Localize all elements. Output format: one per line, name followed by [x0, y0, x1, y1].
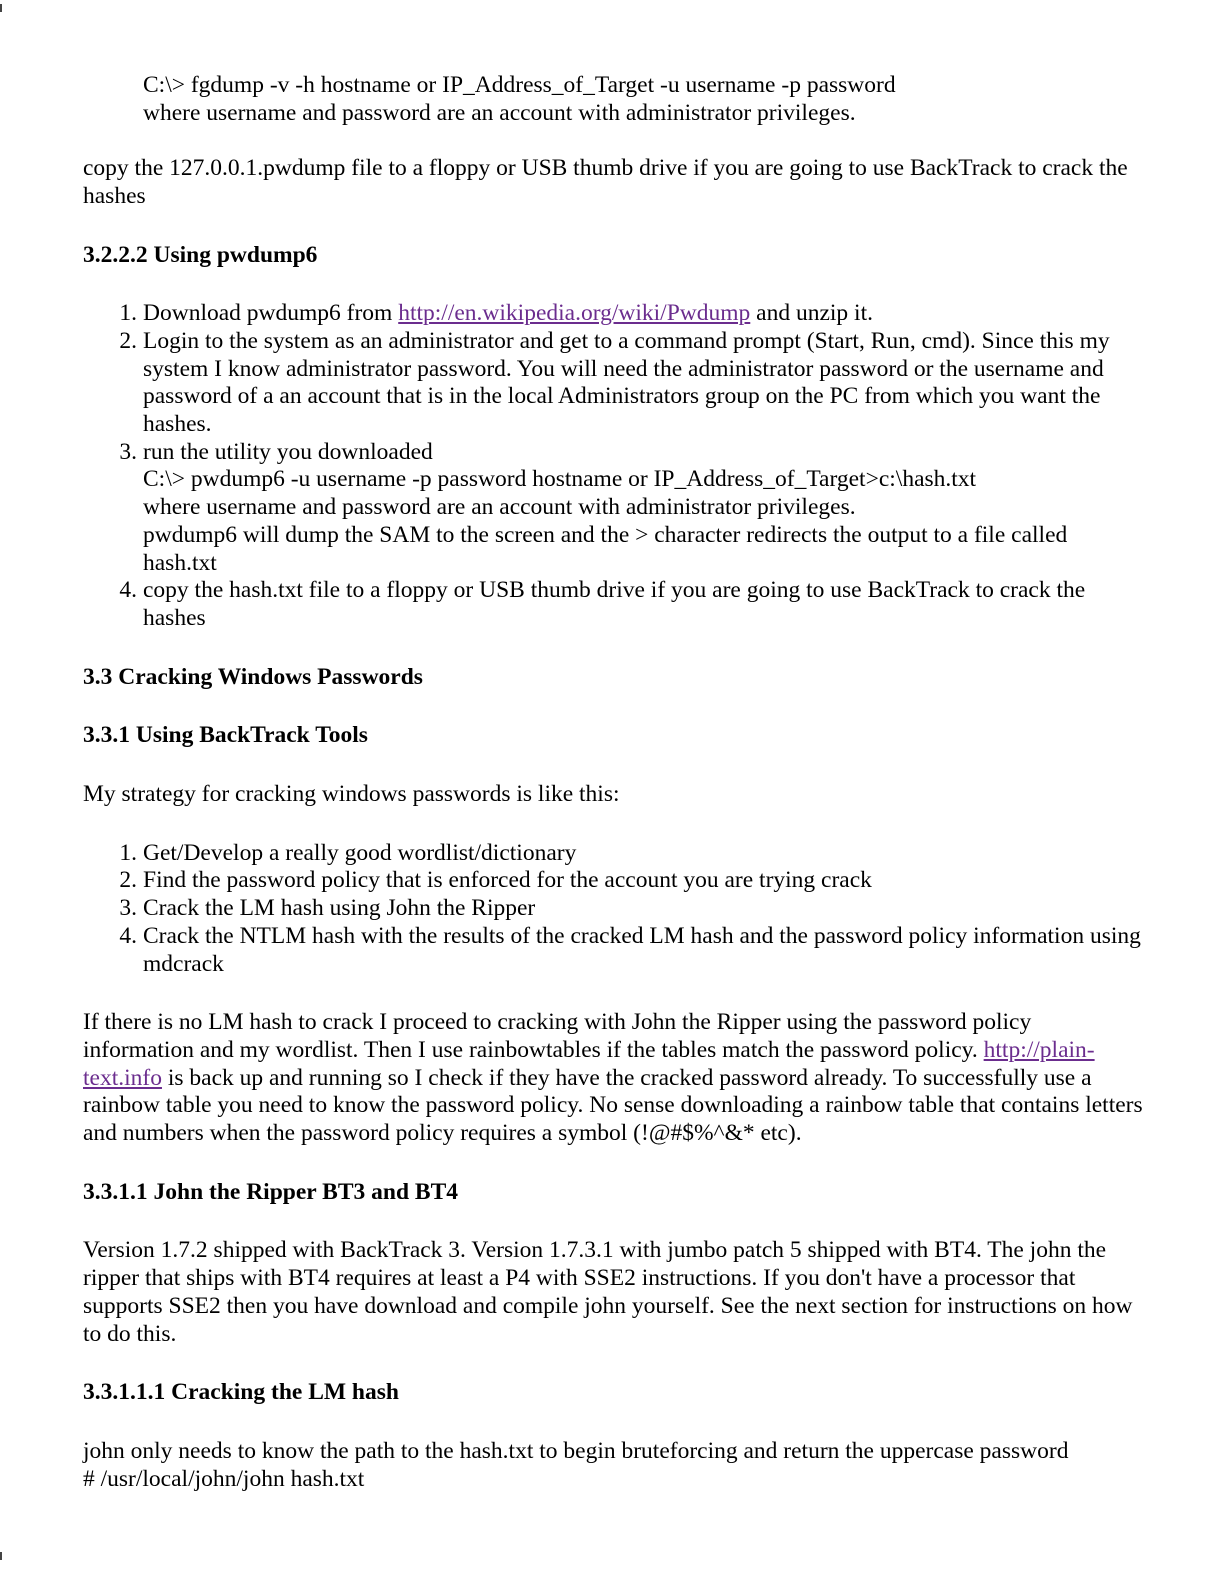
list-item	[83, 300, 1143, 328]
list-item	[83, 867, 1143, 895]
strategy-intro: My strategy for cracking windows passwords is like this:	[83, 781, 620, 808]
document-page	[83, 72, 1143, 1493]
list-text: Get/Develop a really good wordlist/dictionary	[143, 839, 577, 866]
list-item	[83, 577, 1143, 632]
list-number: 2.	[119, 327, 137, 354]
john-command: # /usr/local/john/john hash.txt	[83, 1465, 365, 1492]
list-text: Find the password policy that is enforced for the account you are trying crack	[143, 867, 872, 894]
list-text: and unzip it.	[750, 300, 873, 327]
no-lm-hash-paragraph	[83, 1009, 1143, 1148]
list-item	[83, 895, 1143, 923]
heading-john-the-ripper: 3.3.1.1 John the Ripper BT3 and BT4	[83, 1178, 459, 1205]
list-number: 3.	[119, 438, 137, 465]
heading-using-pwdump6: 3.2.2.2 Using pwdump6	[83, 241, 318, 268]
list-text: Download pwdump6 from	[143, 300, 399, 327]
list-item	[83, 923, 1143, 978]
scan-edge-mark-top	[0, 4, 2, 12]
heading-cracking-windows-passwords: 3.3 Cracking Windows Passwords	[83, 663, 423, 690]
fgdump-note: where username and password are an account with administrator privileges.	[143, 99, 856, 126]
list-number: 2.	[119, 867, 137, 894]
lm-hash-paragraph: john only needs to know the path to the hash.txt to begin bruteforcing and return the uppercase password	[83, 1438, 1069, 1464]
list-text: Login to the system as an administrator and get to a command prompt (Start, Run, cmd). Since this my system I know administrator password. You will need the administrator password or the username and password of a an account that is in the local Administrators group on the PC from which you want the hashes.	[143, 327, 1110, 438]
list-number: 3.	[119, 895, 137, 922]
copy-pwdump-paragraph: copy the 127.0.0.1.pwdump file to a floppy or USB thumb drive if you are going to use BackTrack to crack the hashes	[83, 155, 1128, 209]
plain-text-info-link[interactable]: http://plain-text.info	[83, 1036, 1095, 1091]
list-number: 4.	[119, 577, 137, 604]
paragraph-text: is back up and running so I check if they have the cracked password already. To successfully use a rainbow table you need to know the password policy. No sense downloading a rainbow table that contains letters and numbers when the password policy requires a symbol (!@#$%^&* etc).	[83, 1064, 1143, 1147]
scan-edge-mark-bottom	[0, 1552, 2, 1560]
heading-using-backtrack-tools: 3.3.1 Using BackTrack Tools	[83, 722, 368, 749]
list-text: run the utility you downloaded	[143, 438, 433, 465]
list-item	[83, 328, 1143, 439]
list-number: 1.	[119, 839, 137, 866]
list-text: copy the hash.txt file to a floppy or USB thumb drive if you are going to use BackTrack to crack the hashes	[143, 577, 1086, 631]
list-text: where username and password are an account with administrator privileges.	[143, 494, 856, 521]
paragraph-text: If there is no LM hash to crack I proceed to cracking with John the Ripper using the password policy information and my wordlist. Then I use rainbowtables if the tables match the password policy.	[83, 1009, 1032, 1063]
strategy-list	[83, 840, 1143, 979]
john-version-paragraph: Version 1.7.2 shipped with BackTrack 3. Version 1.7.3.1 with jumbo patch 5 shipped with BT4. The john the ripper that ships with BT4 requires at least a P4 with SSE2 instructions. If you don't have a processor that supports SSE2 then you have download and compile john yourself. See the next section for instructions on how to do this.	[83, 1237, 1133, 1347]
list-text: pwdump6 will dump the SAM to the screen and the > character redirects the output to a file called hash.txt	[143, 521, 1068, 576]
list-text: Crack the LM hash using John the Ripper	[143, 895, 536, 922]
heading-cracking-lm-hash: 3.3.1.1.1 Cracking the LM hash	[83, 1379, 399, 1406]
list-item	[83, 840, 1143, 868]
pwdump-wikipedia-link[interactable]: http://en.wikipedia.org/wiki/Pwdump	[398, 300, 751, 327]
pwdump6-command: C:\> pwdump6 -u username -p password hostname or IP_Address_of_Target>c:\hash.txt	[143, 466, 977, 493]
pwdump6-steps-list	[83, 300, 1143, 632]
list-text: Crack the NTLM hash with the results of the cracked LM hash and the password policy information using mdcrack	[143, 922, 1141, 977]
list-item	[83, 439, 1143, 578]
list-number: 4.	[119, 922, 137, 949]
fgdump-command: C:\> fgdump -v -h hostname or IP_Address_of_Target -u username -p password	[143, 72, 896, 98]
list-number: 1.	[119, 300, 137, 327]
fgdump-command-block	[83, 72, 1143, 127]
